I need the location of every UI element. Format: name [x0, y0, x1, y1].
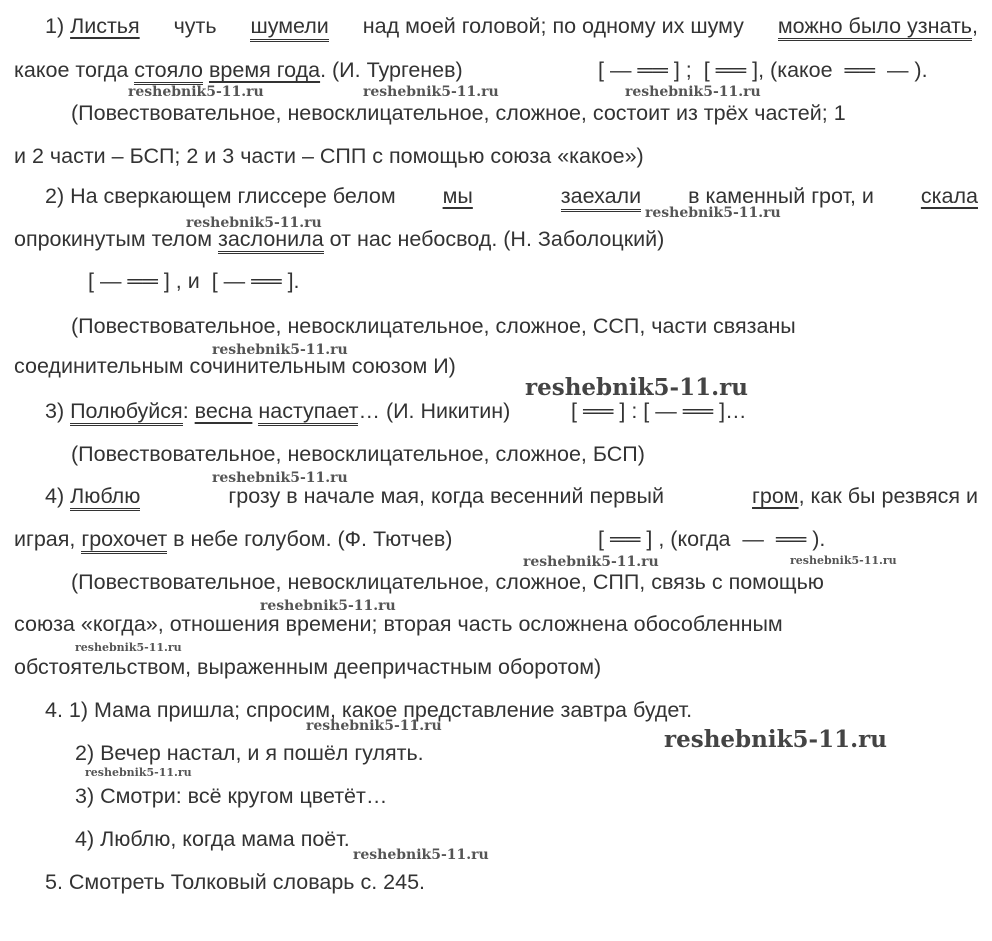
predicate-zaslonila: заслонила: [218, 227, 324, 254]
predicate-lyublyu: Люблю: [70, 484, 140, 511]
predicate-polyubuysya: Полюбуйся: [70, 399, 183, 426]
s4-desc2: союза «когда», отношения времени; вторая часть осложнена обособленным: [14, 612, 783, 636]
watermark: reshebnik5-11.ru: [75, 641, 182, 654]
predicate-zaehali: заехали: [561, 183, 641, 212]
s4-line1: 4) Люблю грозу в начале мая, когда весенний первый гром, как бы резвяся и: [45, 483, 978, 509]
s4-line2: играя, грохочет в небе голубом. (Ф. Тютчев): [14, 526, 452, 552]
ex4-item2: 2) Вечер настал, и я пошёл гулять.: [75, 741, 424, 765]
s3-desc: (Повествовательное, невосклицательное, сложное, БСП): [71, 442, 645, 466]
s2-desc1: (Повествовательное, невосклицательное, сложное, ССП, части связаны: [71, 314, 796, 338]
subject-vesna: весна: [194, 399, 253, 423]
s4-scheme: [ ══ ] , (когда — ══ ).: [598, 527, 826, 551]
ex4-item4: 4) Люблю, когда мама поёт.: [75, 827, 350, 851]
s3-line: 3) Полюбуйся: весна наступает… (И. Никитин): [45, 398, 510, 424]
watermark: reshebnik5-11.ru: [790, 554, 897, 567]
watermark: reshebnik5-11.ru: [645, 205, 781, 221]
watermark: reshebnik5-11.ru: [523, 554, 659, 570]
predicate-grohochet: грохочет: [81, 527, 167, 554]
predicate-nastupaet: наступает: [258, 399, 358, 426]
subject-vremya: время года: [208, 58, 321, 82]
subject-grom: гром: [752, 484, 799, 508]
watermark: reshebnik5-11.ru: [85, 766, 192, 779]
s2-line1: 2) На сверкающем глиссере белом мы заехали в каменный грот, и скала: [45, 183, 978, 212]
watermark: reshebnik5-11.ru: [212, 342, 348, 358]
s1-line2: какое тогда стояло время года. (И. Тургенев): [14, 57, 463, 83]
s1-desc1: (Повествовательное, невосклицательное, сложное, состоит из трёх частей; 1: [71, 101, 846, 125]
s2-desc2: соединительным сочинительным союзом И): [14, 354, 456, 378]
watermark: reshebnik5-11.ru: [128, 84, 264, 100]
watermark: reshebnik5-11.ru: [260, 598, 396, 614]
ex4-item3: 3) Смотри: всё кругом цветёт…: [75, 784, 388, 808]
predicate-mozhno: можно было узнать: [778, 14, 972, 41]
s4-desc1: (Повествовательное, невосклицательное, сложное, СПП, связь с помощью: [71, 570, 824, 594]
watermark: reshebnik5-11.ru: [625, 84, 761, 100]
predicate-shumeli: шумели: [250, 13, 328, 42]
predicate-stoyalo: стояло: [134, 58, 203, 85]
s2-scheme: [ — ══ ] , и [ — ══ ].: [88, 269, 300, 293]
subject-my: мы: [442, 184, 473, 208]
watermark: reshebnik5-11.ru: [186, 215, 322, 231]
s4-desc3: обстоятельством, выраженным деепричастным оборотом): [14, 655, 602, 679]
s3-scheme: [ ══ ] : [ — ══ ]…: [571, 399, 747, 423]
ex4-item1: 4. 1) Мама пришла; спросим, какое представление завтра будет.: [45, 698, 693, 722]
watermark: reshebnik5-11.ru: [363, 84, 499, 100]
watermark: reshebnik5-11.ru: [353, 847, 489, 863]
s1-desc2: и 2 части – БСП; 2 и 3 части – СПП с помощью союза «какое»): [14, 144, 644, 168]
watermark: reshebnik5-11.ru: [306, 718, 442, 734]
watermark: reshebnik5-11.ru: [525, 374, 748, 401]
ex5-line: 5. Смотреть Толковый словарь с. 245.: [45, 870, 426, 894]
watermark: reshebnik5-11.ru: [212, 470, 348, 486]
subject-listya: Листья: [70, 14, 140, 38]
s2-line2: опрокинутым телом заслонила от нас небосвод. (Н. Заболоцкий): [14, 226, 664, 252]
s1-scheme: [ — ══ ] ; [ ══ ], (какое ══ — ).: [598, 58, 928, 82]
watermark: reshebnik5-11.ru: [664, 726, 887, 753]
s1-number: 1): [45, 14, 71, 38]
subject-skala: скала: [920, 184, 978, 208]
s1-line1: 1) Листья чуть шумели над моей головой; по одному их шуму можно было узнать,: [45, 13, 978, 42]
